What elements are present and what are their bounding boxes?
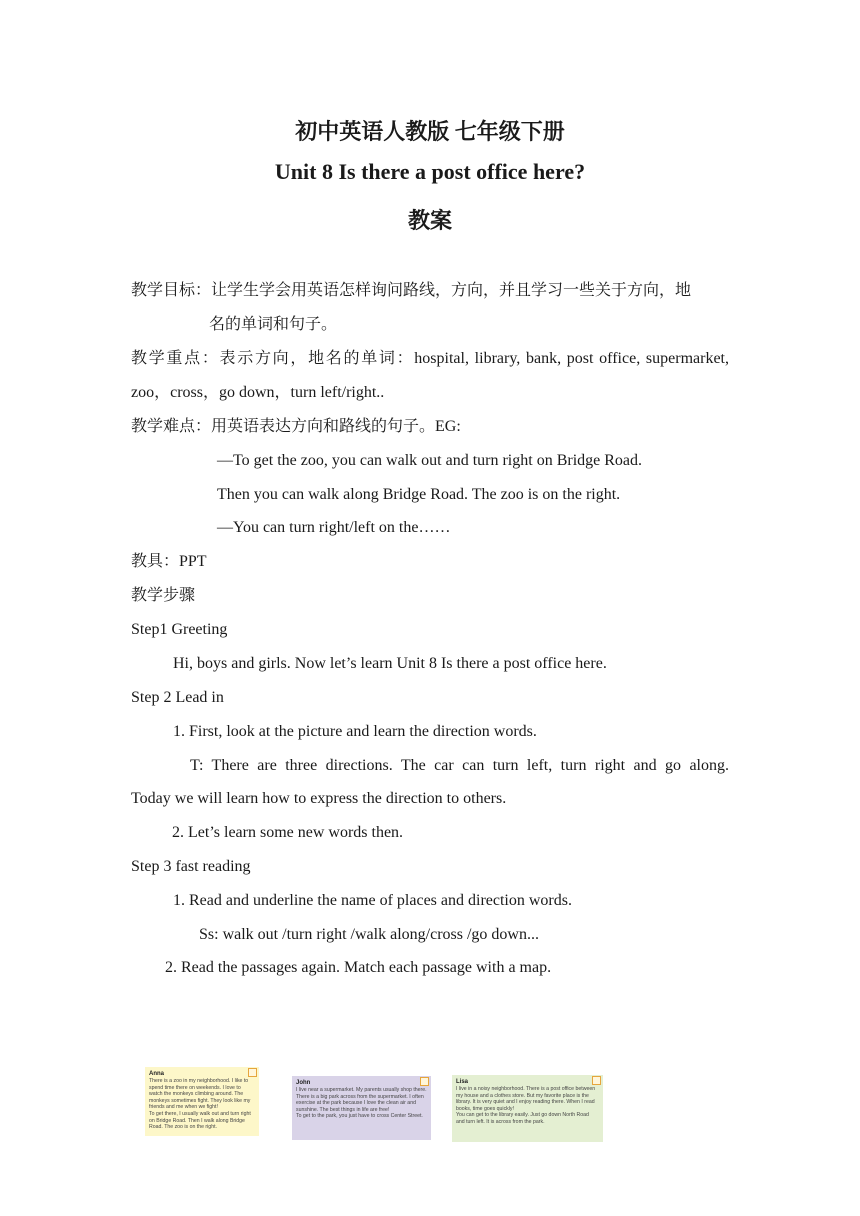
teaching-aids: 教具：PPT bbox=[131, 553, 207, 570]
step2-teacher-line-cont: Today we will learn how to express the direction to others. bbox=[131, 790, 507, 807]
step3-item-2: 2. Read the passages again. Match each passage with a map. bbox=[165, 959, 552, 976]
objective-line-1: 教学目标：让学生学会用英语怎样询问路线，方向，并且学习一些关于方向，地 bbox=[131, 282, 692, 299]
step1-heading: Step1 Greeting bbox=[131, 621, 228, 638]
card-corner-icon bbox=[592, 1076, 601, 1085]
card-paragraph-1: I live near a supermarket. My parents usually shop there. There is a big park across from the supermarket. I often exercise at the park because I love the clean air and sunshine. The best things in life are free! bbox=[296, 1087, 427, 1113]
card-name: Lisa bbox=[456, 1079, 469, 1085]
step2-item-1: 1. First, look at the picture and learn the direction words. bbox=[173, 723, 537, 740]
unit-title: Unit 8 Is there a post office here? bbox=[274, 159, 586, 184]
step1-text: Hi, boys and girls. Now let’s learn Unit 8 Is there a post office here. bbox=[173, 655, 607, 672]
card-paragraph-2: You can get to the library easily. Just go down North Road and turn left. It is across from the park. bbox=[456, 1112, 589, 1125]
step3-students-line: Ss: walk out /turn right /walk along/cross /go down... bbox=[199, 926, 539, 943]
doc-title: 初中英语人教版 七年级下册 bbox=[295, 119, 565, 144]
teaching-steps-heading: 教学步骤 bbox=[131, 587, 196, 604]
card-corner-icon bbox=[248, 1068, 257, 1077]
step3-item-1: 1. Read and underline the name of places and direction words. bbox=[173, 892, 572, 909]
card-paragraph-1: I live in a noisy neighborhood. There is a post office between my house and a clothes store. But my favorite place is the library. It is very quiet and I enjoy reading there. When I read books, time goes quickly! bbox=[456, 1086, 596, 1112]
card-name: John bbox=[296, 1080, 311, 1086]
example-line-3: —You can turn right/left on the…… bbox=[217, 519, 451, 536]
card-paragraph-2: To get there, I usually walk out and turn right on Bridge Road. Then I walk along Bridge Road. The zoo is on the right. bbox=[149, 1110, 251, 1131]
card-corner-icon bbox=[420, 1077, 429, 1086]
difficulty-line: 教学难点：用英语表达方向和路线的句子。EG: bbox=[131, 418, 461, 435]
step2-item-2: 2. Let’s learn some new words then. bbox=[172, 824, 404, 841]
doc-subtitle: 教案 bbox=[407, 208, 452, 233]
example-line-1: —To get the zoo, you can walk out and turn right on Bridge Road. bbox=[217, 452, 643, 469]
objective-line-2: 名的单词和句子。 bbox=[209, 316, 338, 333]
key-point-line-1: 教学重点：表示方向，地名的单词：hospital, library, bank, post office, supermarket, bbox=[131, 350, 729, 367]
passage-card-anna bbox=[145, 1067, 259, 1136]
step3-heading: Step 3 fast reading bbox=[131, 858, 251, 875]
example-line-2: Then you can walk along Bridge Road. The zoo is on the right. bbox=[217, 486, 621, 503]
passage-card-john bbox=[292, 1076, 431, 1140]
card-paragraph-2: To get to the park, you just have to cross Center Street. bbox=[296, 1113, 423, 1120]
card-paragraph-1: There is a zoo in my neighborhood. I like to spend time there on weekends. I love to watch the monkeys climbing around. The monkeys sometimes fight. They look like my friends and me when we fight! bbox=[149, 1078, 251, 1111]
card-name: Anna bbox=[149, 1071, 164, 1077]
step2-teacher-line: T: There are three directions. The car can turn left, turn right and go along. bbox=[190, 757, 729, 774]
passage-card-lisa bbox=[452, 1075, 603, 1142]
step2-heading: Step 2 Lead in bbox=[131, 689, 224, 706]
key-point-line-2: zoo，cross，go down，turn left/right.. bbox=[131, 384, 385, 401]
